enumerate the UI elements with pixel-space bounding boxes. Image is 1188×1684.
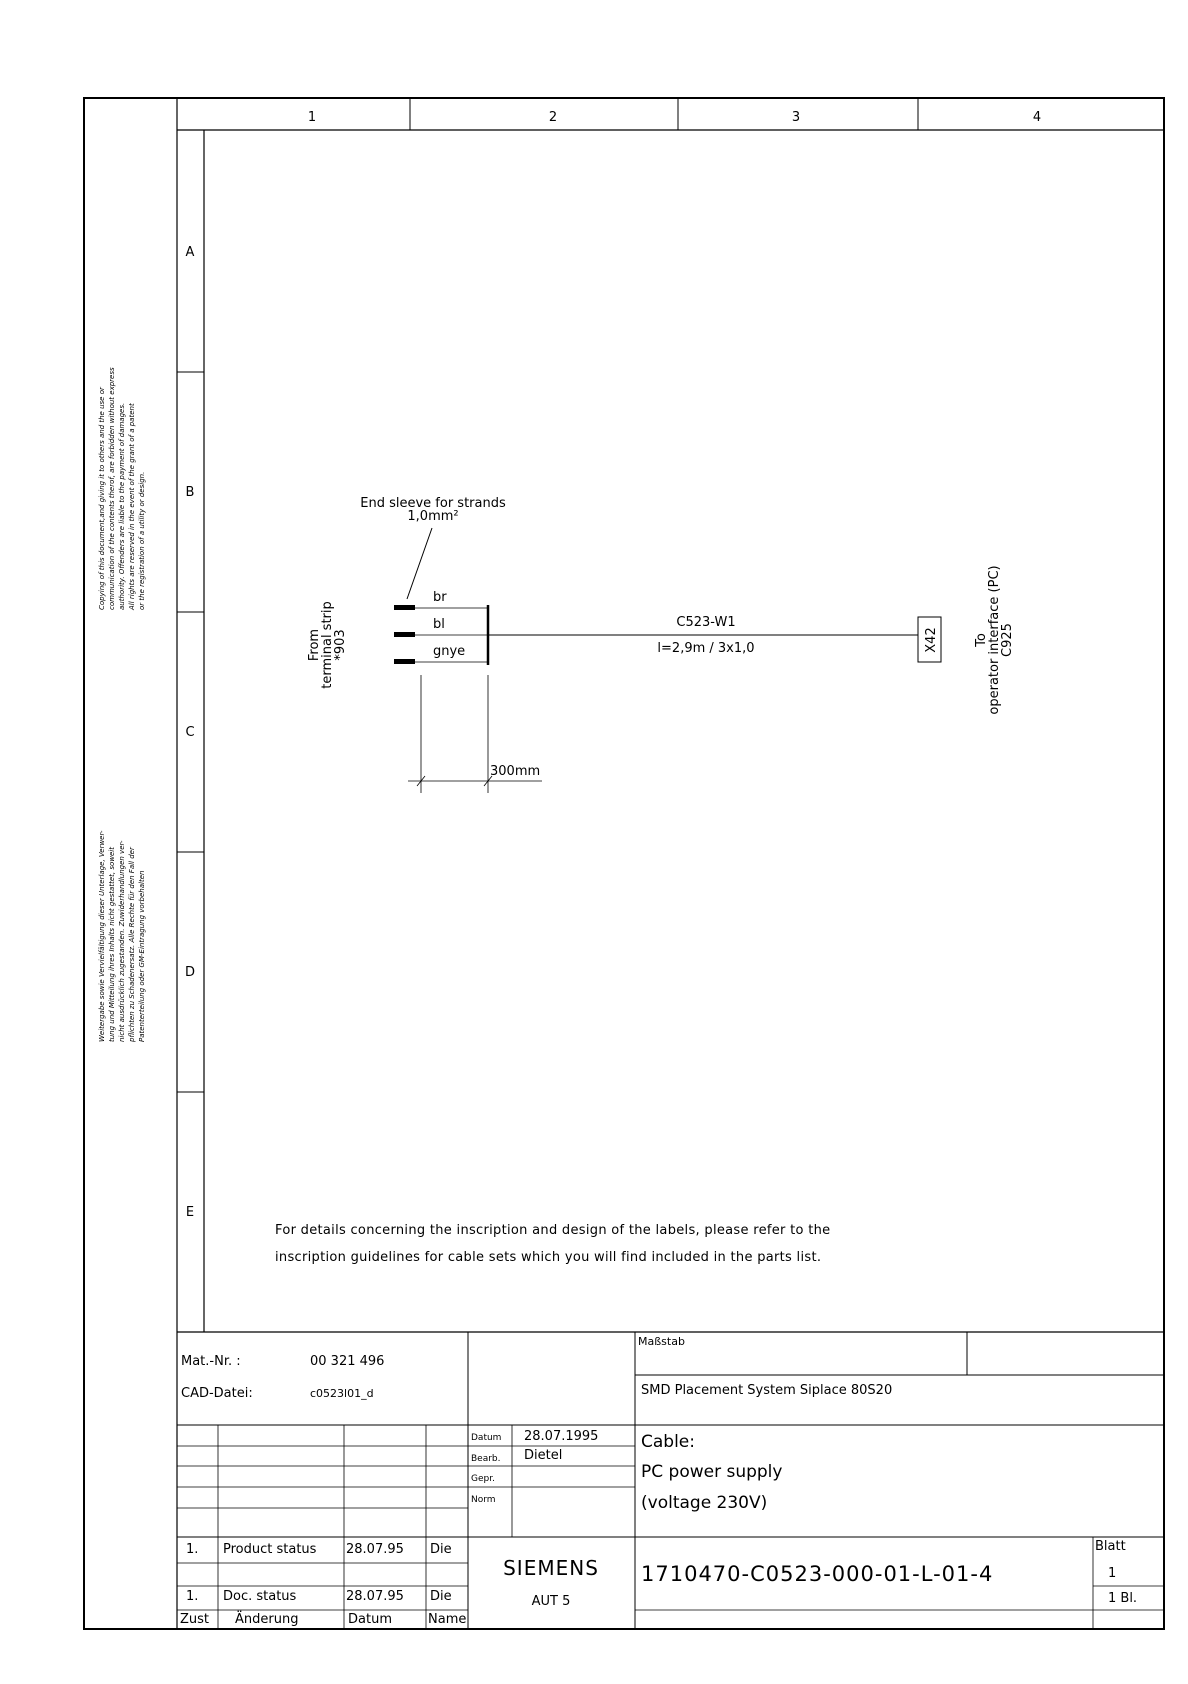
svg-text:nicht ausdrücklich zugestanden: nicht ausdrücklich zugestanden. Zuwiderhandlungen ver-: [118, 840, 126, 1042]
rev-change: Product status: [223, 1542, 317, 1557]
massstab-label: Maßstab: [638, 1335, 685, 1348]
datum-value: 28.07.1995: [524, 1429, 599, 1444]
rev-date: 28.07.95: [346, 1589, 404, 1604]
gepr-label: Gepr.: [471, 1474, 495, 1484]
rev-name: Die: [430, 1589, 452, 1604]
end-sleeve: [394, 632, 415, 637]
note-line: inscription guidelines for cable sets which you will find included in the parts list.: [275, 1250, 822, 1265]
bearb-label: Bearb.: [471, 1454, 501, 1464]
wire-label: bl: [433, 617, 445, 632]
cable-id: C523-W1: [676, 615, 736, 630]
column-label: 1: [307, 110, 317, 125]
company-logo: SIEMENS: [503, 1556, 599, 1580]
copyright-note-en: [98, 367, 146, 611]
header-name: Name: [428, 1612, 467, 1627]
title-line: PC power supply: [641, 1462, 783, 1482]
drawing-number: 1710470-C0523-000-01-L-01-4: [641, 1562, 994, 1586]
blatt-value: 1: [1108, 1566, 1117, 1581]
svg-text:communication of the contents: communication of the contents therof, are forbidden without express: [108, 367, 116, 610]
cad-value: c0523l01_d: [310, 1387, 374, 1400]
svg-text:authority. Offenders are liabl: authority. Offenders are liable to the payment of damages.: [118, 402, 126, 610]
datum-label: Datum: [471, 1433, 502, 1443]
row-label: D: [184, 965, 196, 980]
end-sleeve: [394, 659, 415, 664]
rev-name: Die: [430, 1542, 452, 1557]
note-line: For details concerning the inscription and design of the labels, please refer to the: [275, 1223, 831, 1238]
row-label: E: [185, 1205, 195, 1220]
svg-text:All rights are reserved in the: All rights are reserved in the event of the grant of a patent: [128, 403, 136, 610]
row-label: B: [185, 485, 195, 500]
bearb-value: Dietel: [524, 1448, 563, 1463]
column-label: 4: [1032, 110, 1042, 125]
svg-text:or the registration of a utili: or the registration of a utility or design.: [138, 471, 146, 610]
svg-text:C925: C925: [1000, 623, 1015, 657]
norm-label: Norm: [471, 1495, 496, 1505]
svg-text:terminal strip: terminal strip: [320, 601, 335, 689]
svg-text:Patenterteilung oder GM-Eintra: Patenterteilung oder GM-Eintragung vorbehalten: [138, 870, 146, 1042]
division: AUT 5: [531, 1594, 571, 1609]
end-sleeve: [394, 605, 415, 610]
cable-spec: l=2,9m / 3x1,0: [657, 641, 755, 656]
row-label: A: [185, 245, 195, 260]
wiring-diagram: [275, 496, 1015, 1265]
mat-label: Mat.-Nr. :: [181, 1354, 241, 1369]
cad-label: CAD-Datei:: [181, 1386, 253, 1401]
header-change: Änderung: [235, 1612, 299, 1627]
header-zust: Zust: [180, 1612, 210, 1627]
column-label: 3: [791, 110, 801, 125]
svg-text:Copying of this document,and g: Copying of this document,and giving it to others and the use or: [98, 387, 106, 610]
svg-text:Weitergabe sowie Vervielfältig: Weitergabe sowie Vervielfältigung dieser Unterlage, Verwer-: [98, 830, 106, 1042]
column-label: 2: [548, 110, 558, 125]
wire-label: gnye: [433, 644, 466, 659]
sleeve-size: 1,0mm²: [407, 509, 459, 524]
mat-value: 00 321 496: [310, 1354, 385, 1369]
sheets-total: 1 Bl.: [1108, 1591, 1138, 1606]
rev-change: Doc. status: [223, 1589, 297, 1604]
to-label: [974, 565, 1015, 714]
connector-label: X42: [924, 627, 939, 653]
title-line: Cable:: [641, 1432, 695, 1452]
rev-zust: 1.: [186, 1542, 199, 1557]
sleeve-label: End sleeve for strands: [360, 496, 506, 511]
svg-text:To: To: [974, 633, 989, 647]
rev-zust: 1.: [186, 1589, 199, 1604]
svg-text:*903: *903: [333, 629, 348, 661]
dimension-value: 300mm: [490, 764, 541, 779]
rev-date: 28.07.95: [346, 1542, 404, 1557]
blatt-label: Blatt: [1095, 1539, 1126, 1554]
svg-text:From: From: [307, 628, 322, 662]
svg-text:tung und Mitteilung ihres Inha: tung und Mitteilung ihres Inhalts nicht gestattet, soweit: [108, 847, 116, 1042]
header-date: Datum: [348, 1612, 392, 1627]
title-line: (voltage 230V): [641, 1493, 768, 1513]
svg-text:operator interface (PC): operator interface (PC): [987, 565, 1002, 715]
svg-text:pflichten zu Schadenersatz. Al: pflichten zu Schadenersatz. Alle Rechte für den Fall der: [128, 847, 136, 1042]
row-label: C: [185, 725, 195, 740]
sleeve-leader: [407, 528, 432, 599]
from-label: [307, 601, 348, 689]
system-name: SMD Placement System Siplace 80S20: [641, 1383, 893, 1398]
copyright-note-de: [98, 830, 146, 1043]
wire-label: br: [433, 590, 447, 605]
